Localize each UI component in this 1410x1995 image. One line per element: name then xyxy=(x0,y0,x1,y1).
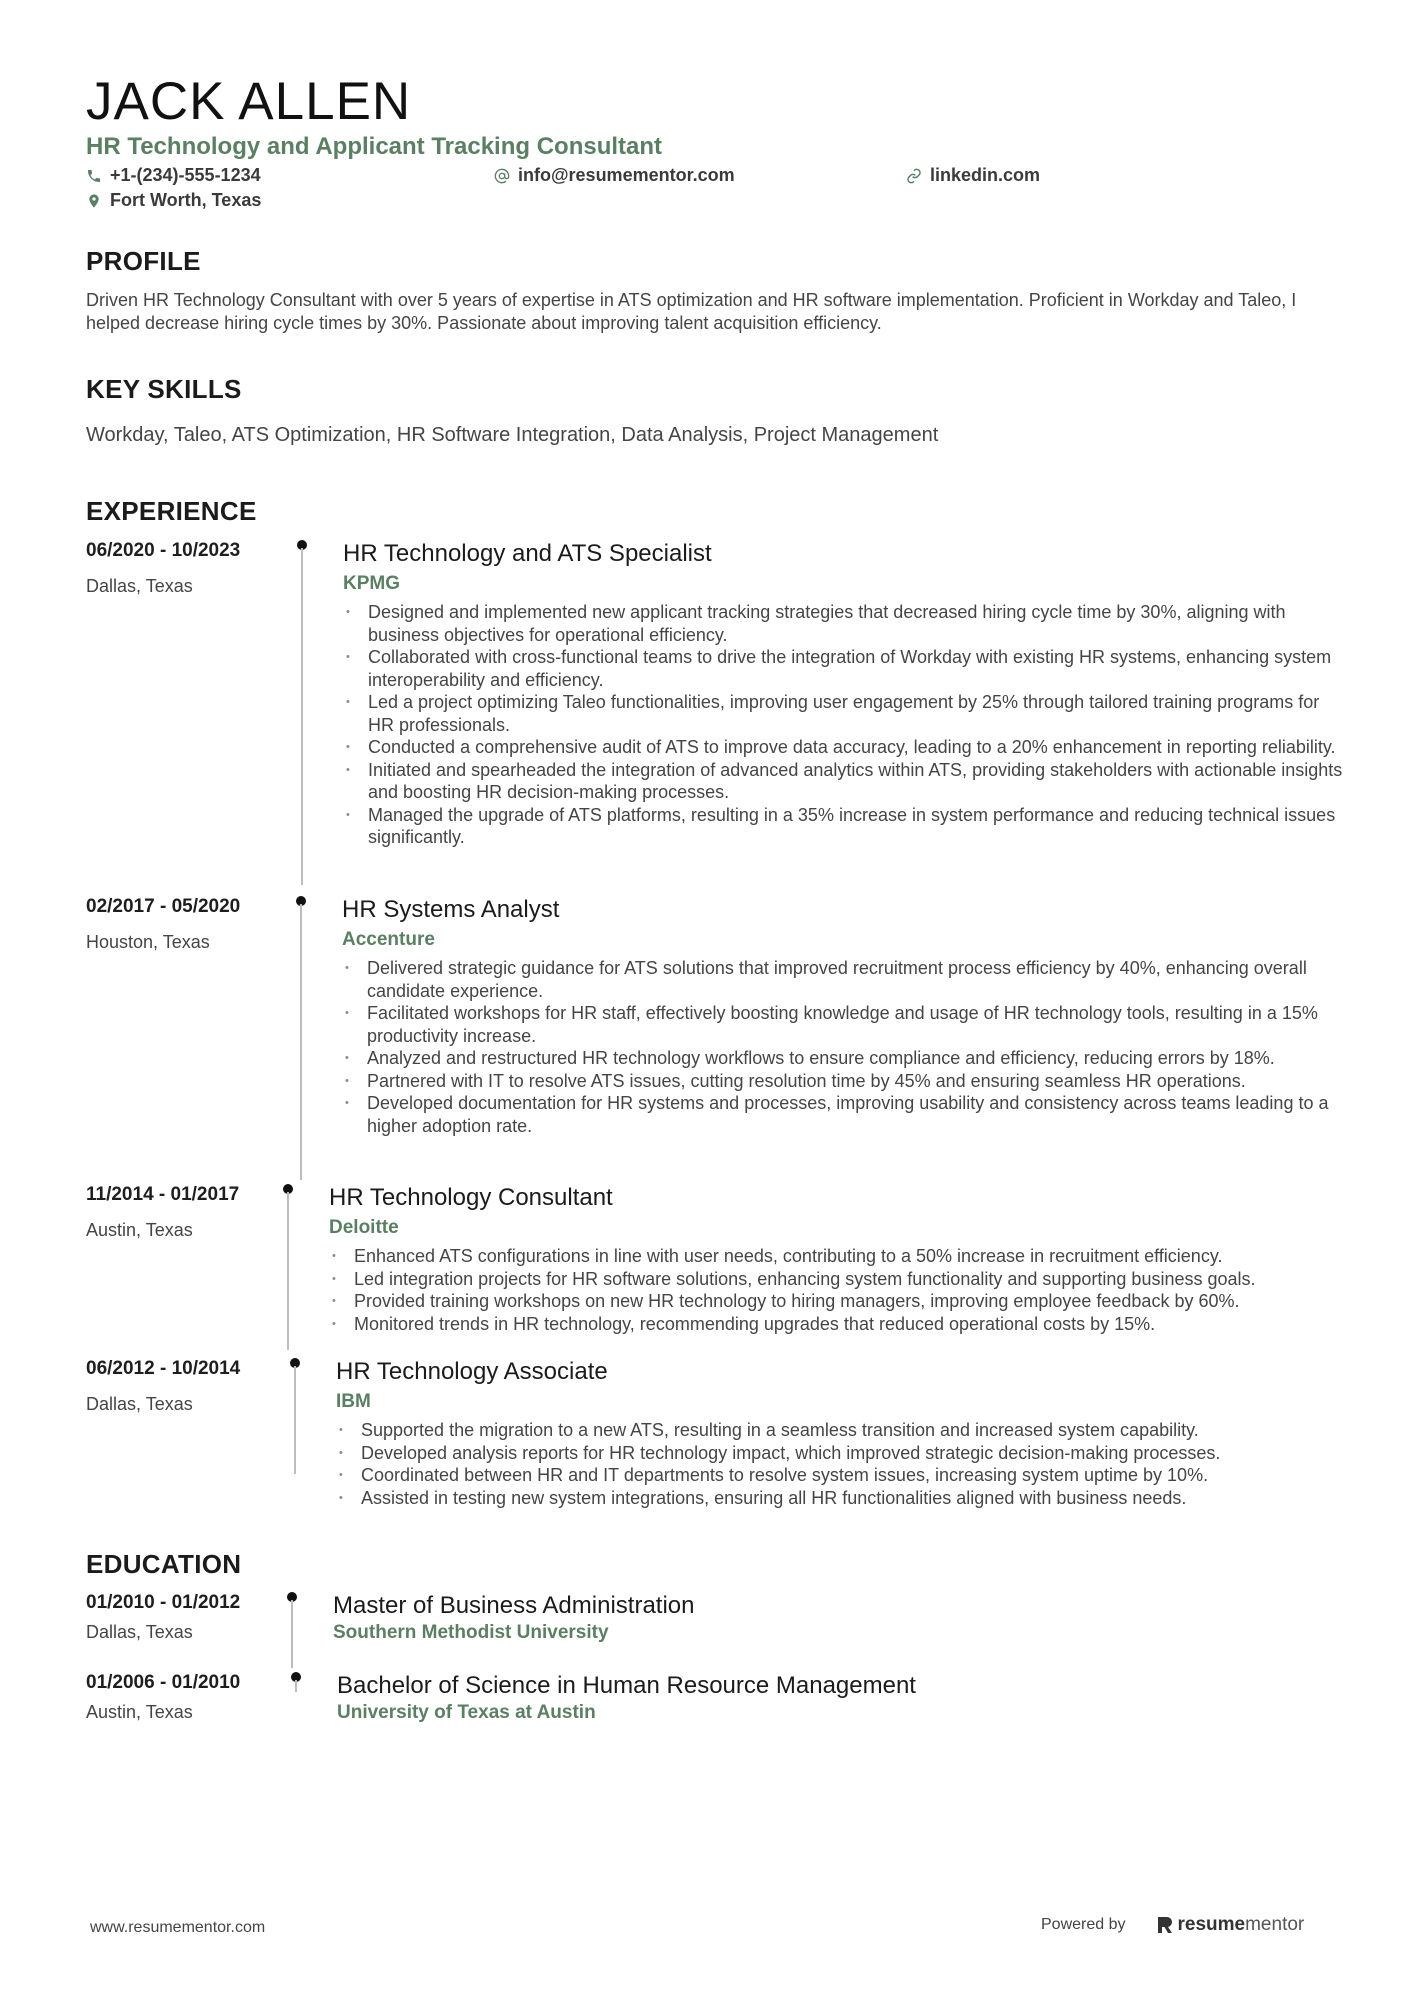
job-bullets xyxy=(342,957,1342,1137)
profile-heading: PROFILE xyxy=(86,246,201,276)
skills-list: Workday, Taleo, ATS Optimization, HR Software Integration, Data Analysis, Project Management xyxy=(86,424,939,446)
education-entry xyxy=(86,1672,1346,1732)
job-location: Austin, Texas xyxy=(86,1220,193,1240)
map-pin-icon xyxy=(86,193,102,209)
phone-icon xyxy=(86,168,102,184)
job-dates: 06/2012 - 10/2014 xyxy=(86,1358,241,1379)
experience-entry xyxy=(86,896,1346,1176)
linkedin-text: linkedin.com xyxy=(930,165,1041,185)
list-item: • Designed and implemented new applicant tracking strategies that decreased hiring cycle time by 30%, aligning with business objectives for operational efficiency. xyxy=(343,601,1343,646)
job-title: HR Systems Analyst xyxy=(342,896,560,923)
at-sign-icon xyxy=(494,168,510,184)
footer-branding[interactable] xyxy=(1041,1914,1304,1936)
job-title: HR Technology Consultant xyxy=(329,1184,613,1211)
candidate-title: HR Technology and Applicant Tracking Consultant xyxy=(86,133,663,160)
education-heading: EDUCATION xyxy=(86,1549,242,1579)
list-item: • Conducted a comprehensive audit of ATS to improve data accuracy, leading to a 20% enhancement in reporting reliability. xyxy=(343,736,1343,759)
edu-dates: 01/2010 - 01/2012 xyxy=(86,1592,241,1613)
email-contact[interactable] xyxy=(494,165,735,186)
footer-website[interactable]: www.resumementor.com xyxy=(90,1919,266,1936)
experience-heading: EXPERIENCE xyxy=(86,496,257,526)
phone-text: +1-(234)-555-1234 xyxy=(110,165,261,185)
timeline-line xyxy=(291,1600,293,1668)
edu-location: Austin, Texas xyxy=(86,1702,193,1722)
list-item: • Delivered strategic guidance for ATS solutions that improved recruitment process efficiency by 40%, enhancing overall candidate experience. xyxy=(342,957,1342,1002)
job-company: Accenture xyxy=(342,929,435,950)
email-text: info@resumementor.com xyxy=(518,165,735,185)
link-icon xyxy=(906,168,922,184)
candidate-name: JACK ALLEN xyxy=(86,72,412,131)
list-item: • Supported the migration to a new ATS, resulting in a seamless transition and increased system capability. xyxy=(336,1419,1346,1442)
experience-entry xyxy=(86,540,1346,880)
list-item: • Coordinated between HR and IT departments to resolve system issues, increasing system uptime by 10%. xyxy=(336,1464,1346,1487)
list-item: • Initiated and spearheaded the integration of advanced analytics within ATS, providing stakeholders with actionable insights and boosting HR decision-making processes. xyxy=(343,759,1343,804)
brand-name-bold: resume xyxy=(1177,1914,1246,1935)
job-dates: 11/2014 - 01/2017 xyxy=(86,1184,240,1205)
brand-name-light: mentor xyxy=(1245,1914,1305,1935)
phone-contact[interactable] xyxy=(86,165,261,186)
brand-logo xyxy=(1156,1914,1305,1936)
job-location: Dallas, Texas xyxy=(86,1394,193,1414)
skills-heading: KEY SKILLS xyxy=(86,374,242,404)
linkedin-contact[interactable] xyxy=(906,165,1040,186)
list-item: • Enhanced ATS configurations in line with user needs, contributing to a 50% increase in recruitment efficiency. xyxy=(329,1245,1359,1268)
job-title: HR Technology and ATS Specialist xyxy=(343,540,712,567)
list-item: • Led a project optimizing Taleo functionalities, improving user engagement by 25% through tailored training programs for HR professionals. xyxy=(343,691,1343,736)
job-company: Deloitte xyxy=(329,1217,399,1238)
job-bullets xyxy=(343,601,1343,849)
job-bullets xyxy=(336,1419,1346,1509)
degree-title: Master of Business Administration xyxy=(333,1592,695,1619)
degree-title: Bachelor of Science in Human Resource Management xyxy=(337,1672,916,1699)
location-contact xyxy=(86,190,261,211)
profile-summary: Driven HR Technology Consultant with over 5 years of expertise in ATS optimization and HR software implementation. Proficient in Workday and Taleo, I helped decrease hiring cycle times by 30%. Passionate about improving talent acquisition efficiency. xyxy=(86,290,1297,333)
job-dates: 02/2017 - 05/2020 xyxy=(86,896,241,917)
list-item: • Facilitated workshops for HR staff, effectively boosting knowledge and usage of HR technology tools, resulting in a 15% productivity increase. xyxy=(342,1002,1342,1047)
timeline-line xyxy=(295,1680,297,1692)
school-name: University of Texas at Austin xyxy=(337,1702,596,1723)
list-item: • Led integration projects for HR software solutions, enhancing system functionality and supporting business goals. xyxy=(329,1268,1359,1291)
job-location: Dallas, Texas xyxy=(86,576,193,596)
edu-dates: 01/2006 - 01/2010 xyxy=(86,1672,241,1693)
list-item: • Collaborated with cross-functional teams to drive the integration of Workday with existing HR systems, enhancing system interoperability and efficiency. xyxy=(343,646,1343,691)
list-item: • Provided training workshops on new HR technology to hiring managers, improving employee feedback by 60%. xyxy=(329,1290,1359,1313)
job-company: IBM xyxy=(336,1391,371,1412)
list-item: • Developed analysis reports for HR technology impact, which improved strategic decision-making processes. xyxy=(336,1442,1346,1465)
powered-by-text: Powered by xyxy=(1041,1916,1126,1933)
list-item: • Managed the upgrade of ATS platforms, resulting in a 35% increase in system performance and reducing technical issues significantly. xyxy=(343,804,1343,849)
timeline-line xyxy=(301,548,303,885)
edu-location: Dallas, Texas xyxy=(86,1622,193,1642)
list-item: • Partnered with IT to resolve ATS issues, cutting resolution time by 45% and ensuring seamless HR operations. xyxy=(342,1070,1342,1093)
education-entry xyxy=(86,1592,1346,1672)
experience-entry xyxy=(86,1358,1346,1518)
timeline-line xyxy=(294,1366,296,1474)
location-text: Fort Worth, Texas xyxy=(110,190,262,210)
job-company: KPMG xyxy=(343,573,400,594)
timeline-line xyxy=(300,904,302,1180)
timeline-line xyxy=(287,1192,289,1350)
list-item: • Monitored trends in HR technology, recommending upgrades that reduced operational costs by 15%. xyxy=(329,1313,1359,1336)
job-location: Houston, Texas xyxy=(86,932,210,952)
school-name: Southern Methodist University xyxy=(333,1622,609,1643)
job-bullets xyxy=(329,1245,1359,1335)
brand-logo-icon xyxy=(1156,1915,1174,1935)
list-item: • Assisted in testing new system integrations, ensuring all HR functionalities aligned with business needs. xyxy=(336,1487,1346,1510)
job-dates: 06/2020 - 10/2023 xyxy=(86,540,241,561)
experience-entry xyxy=(86,1184,1346,1349)
job-title: HR Technology Associate xyxy=(336,1358,608,1385)
list-item: • Analyzed and restructured HR technology workflows to ensure compliance and efficiency, reducing errors by 18%. xyxy=(342,1047,1342,1070)
list-item: • Developed documentation for HR systems and processes, improving usability and consistency across teams leading to a higher adoption rate. xyxy=(342,1092,1342,1137)
